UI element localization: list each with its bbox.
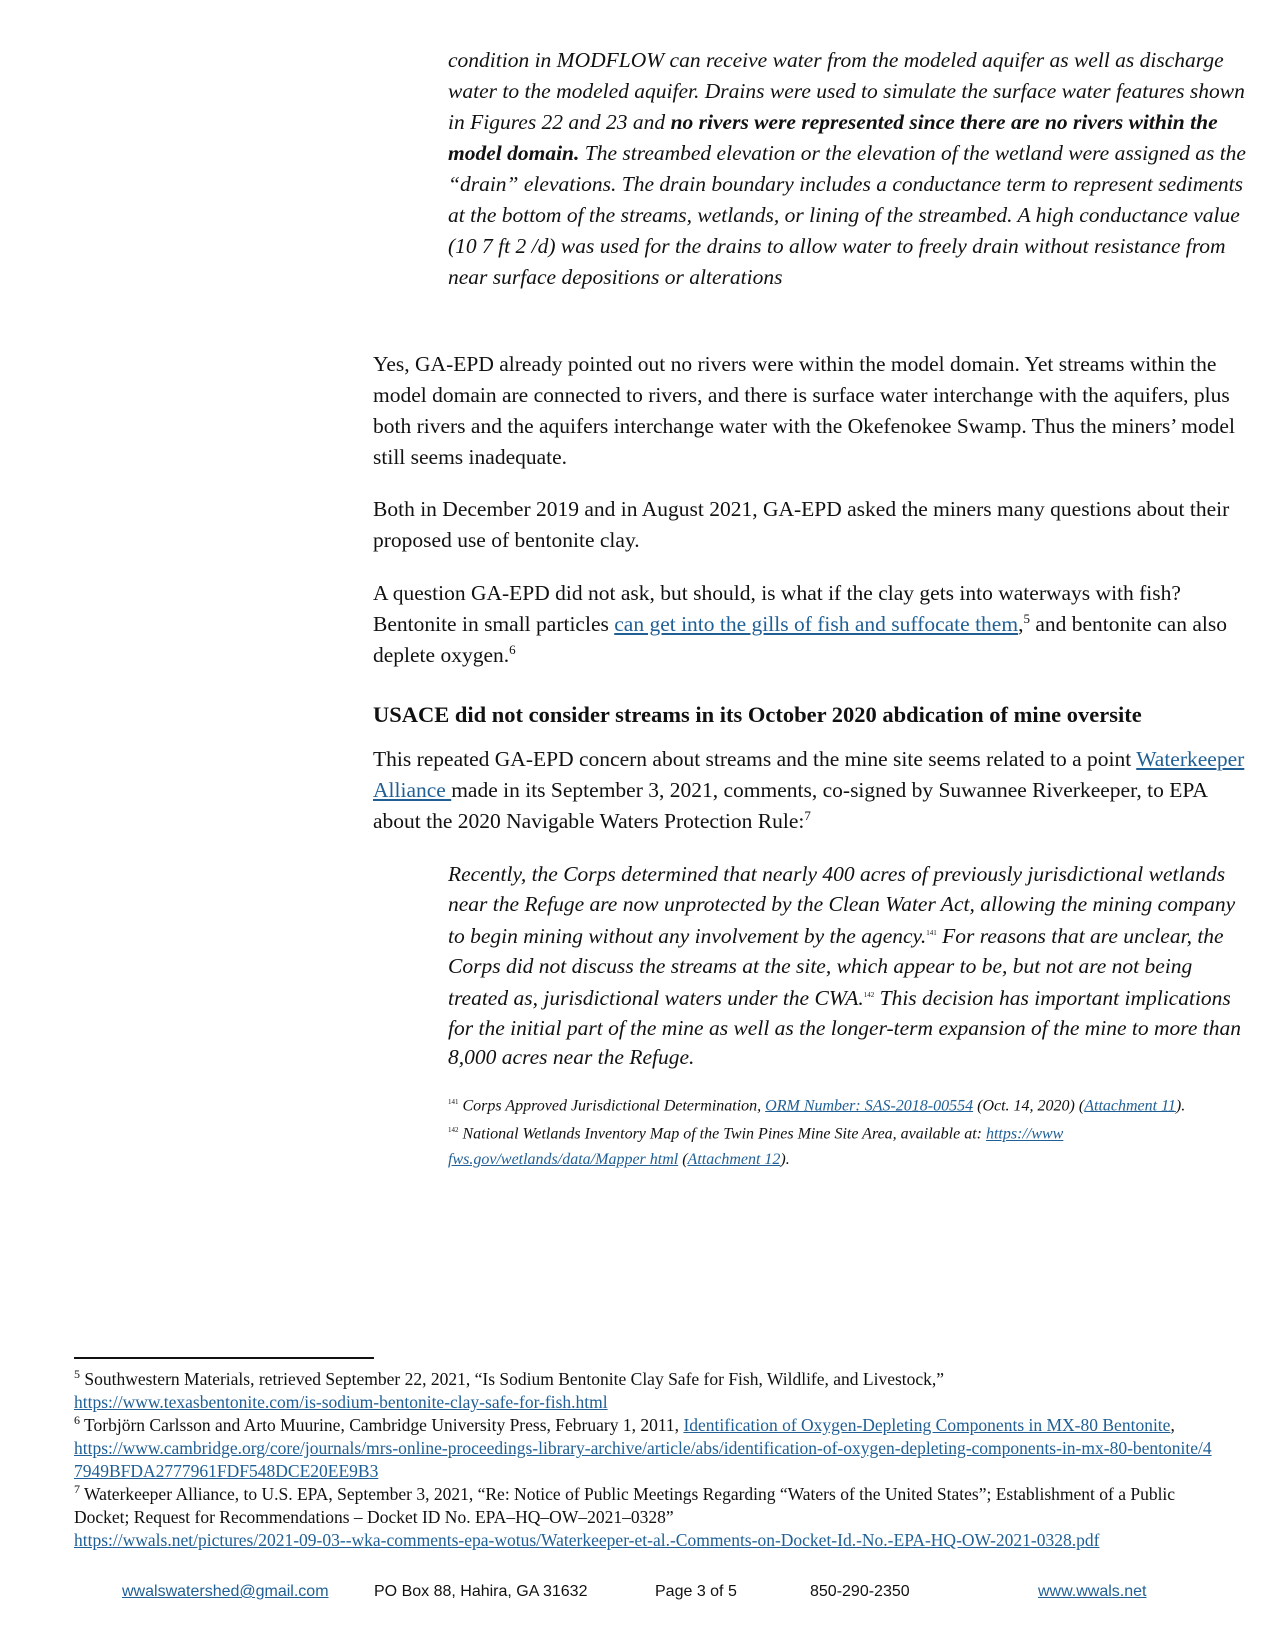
footnote-5: $^5$ Southwestern Materials, retrieved September 22, 2021, “Is Sodium Bentonite Clay Safe for Fish, Wildlife, and Livestock,” https://www.texasbentonite.com/is-sodium-bentonite-clay-safe-for-fish.html: [74, 1367, 945, 1412]
footnote-ref-7[interactable]: 7: [804, 807, 811, 823]
attachment-11-link[interactable]: Attachment 11: [1084, 1097, 1176, 1115]
quote-bold-text: no rivers were represented since there are no rivers within the model domain.: [448, 110, 1218, 165]
footer-email-link[interactable]: wwalswatershed@gmail.com: [122, 1583, 329, 1600]
paragraph-rivers: Yes, GA-EPD already pointed out no rivers were within the model domain. Yet streams within the model domain are connected to rivers, and there is surface water interchange with the aquifers, plus both rivers and the aquifers interchange water with the Okefenokee Swamp. Thus the miners’ model still seems inadequate.: [373, 352, 1235, 469]
quote-footnote-141: $^{141}$ Corps Approved Jurisdictional Determination, ORM Number: SAS-2018-00554 (Oct. 14, 2020) (Attachment 11).: [448, 1097, 1186, 1115]
quote-footnote-ref-141: 141: [926, 929, 937, 937]
quote-footnote-142: $^{142}$ National Wetlands Inventory Map of the Twin Pines Mine Site Area, available at: https://www fws.gov/wetlands/data/Mapper html (Attachment 12).: [448, 1125, 1064, 1168]
footnote-ref-5[interactable]: 5: [1023, 610, 1030, 626]
paragraph-bentonite-questions: Both in December 2019 and in August 2021, GA-EPD asked the miners many questions about their proposed use of bentonite clay.: [373, 497, 1230, 552]
paragraph-waterkeeper: This repeated GA-EPD concern about streams and the mine site seems related to a point Waterkeeper Alliance made in its September 3, 2021, comments, co-signed by Suwannee Riverkeeper, to EPA about the 2020 Navigable Waters Protection Rule:$^7$: [373, 747, 1245, 833]
model-quote: condition in MODFLOW can receive water from the modeled aquifer as well as discharge water to the modeled aquifer. Drains were used to simulate the surface water features shown in Figures 22 and 23 and no rivers were represented since there are no rivers within the model domain. The streambed elevation or the elevation of the wetland were assigned as the “drain” elevations. The drain boundary includes a conductance term to represent sediments at the bottom of the streams, wetlands, or lining of the streambed. A high conductance value (10 7 ft 2 /d) was used for the drains to allow water to freely drain without resistance from near surface depositions or alterations: [448, 48, 1246, 289]
wetlands-mapper-link[interactable]: https://www fws.gov/wetlands/data/Mapper html: [448, 1125, 1064, 1168]
footer-website-link[interactable]: www.wwals.net: [1038, 1583, 1147, 1600]
footnote-ref-6[interactable]: 6: [509, 641, 516, 657]
footer-address: PO Box 88, Hahira, GA 31632: [374, 1583, 588, 1600]
oxygen-depleting-title-link[interactable]: Identification of Oxygen-Depleting Components in MX-80 Bentonite: [683, 1415, 1171, 1435]
footer-page-number: Page 3 of 5: [655, 1583, 737, 1600]
paragraph-fish: A question GA-EPD did not ask, but should, is what if the clay gets into waterways with fish? Bentonite in small particles can get into the gills of fish and suffocate them,$^5$ and bentonite can also deplete oxygen.$^6$: [373, 581, 1227, 667]
page-footnotes: [74, 1368, 1214, 1552]
texasbentonite-link[interactable]: https://www.texasbentonite.com/is-sodium-bentonite-clay-safe-for-fish.html: [74, 1392, 608, 1412]
quote-footnotes: [448, 1090, 1248, 1172]
orm-number-link[interactable]: ORM Number: SAS-2018-00554: [765, 1097, 974, 1115]
footnote-divider: [74, 1357, 374, 1359]
footer-phone: 850-290-2350: [810, 1583, 910, 1600]
footnote-7: $^7$ Waterkeeper Alliance, to U.S. EPA, September 3, 2021, “Re: Notice of Public Meetings Regarding “Waters of the United States”; Establishment of a Public Docket; Request for Recommendations – Docket ID No. EPA–HQ–OW–2021–0328” https://wwals.net/pictures/2021-09-03--wka-comments-epa-wotus/Waterkeeper-et-al.-Comments-on-Docket-Id.-No.-EPA-HQ-OW-2021-0328.pdf: [74, 1482, 1176, 1550]
cambridge-link[interactable]: https://www.cambridge.org/core/journals/mrs-online-proceedings-library-archive/article/abs/identification-of-oxygen-depleting-components-in-mx-80-bentonite/47949BFDA2777961FDF548DCE20EE9B3: [74, 1438, 1212, 1481]
gills-link[interactable]: can get into the gills of fish and suffocate them: [614, 612, 1019, 636]
section-heading: USACE did not consider streams in its October 2020 abdication of mine oversite: [373, 702, 1142, 727]
corps-quote: Recently, the Corps determined that nearly 400 acres of previously jurisdictional wetlands near the Refuge are now unprotected by the Clean Water Act, allowing the mining company to begin mining without any involvement by the agency.$^{141}$ For reasons that are unclear, the Corps did not discuss the streams at the site, which appear to be, but not are not being treated as, jurisdictional waters under the CWA.$^{142}$ This decision has important implications for the initial part of the mine as well as the longer-term expansion of the mine to more than 8,000 acres near the Refuge.: [448, 862, 1241, 1070]
waterkeeper-link[interactable]: Waterkeeper Alliance: [373, 747, 1245, 802]
wwals-pdf-link[interactable]: https://wwals.net/pictures/2021-09-03--wka-comments-epa-wotus/Waterkeeper-et-al.-Comments-on-Docket-Id.-No.-EPA-HQ-OW-2021-0328.pdf: [74, 1530, 1100, 1550]
footnote-6: $^6$ Torbjörn Carlsson and Arto Muurine, Cambridge University Press, February 1, 2011, Identification of Oxygen-Depleting Components in MX-80 Bentonite, https://www.cambridge.org/core/journals/mrs-online-proceedings-library-archive/article/abs/identification-of-oxygen-depleting-components-in-mx-80-bentonite/47949BFDA2777961FDF548DCE20EE9B3: [74, 1413, 1212, 1481]
page-footer: [0, 1583, 1275, 1607]
quote-footnote-ref-142: 142: [863, 991, 875, 1000]
attachment-12-link[interactable]: Attachment 12: [687, 1150, 781, 1168]
